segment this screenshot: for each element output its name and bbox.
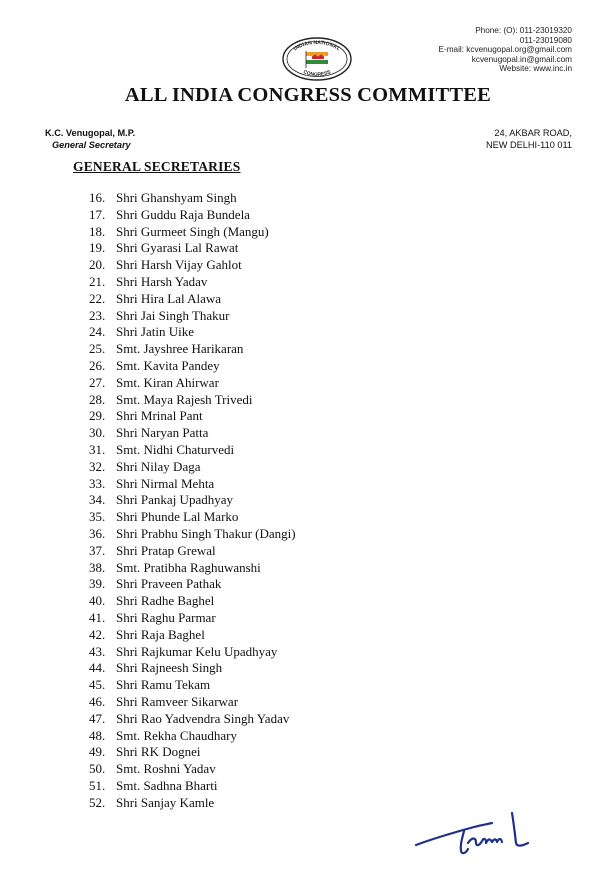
handwritten-signature [412,805,550,857]
list-item-name: Shri Harsh Yadav [116,273,208,289]
email-line[interactable]: E-mail: kcvenugopal.org@gmail.com [438,45,572,54]
list-item-name: Shri Jatin Uike [116,324,194,340]
list-item-number: 32. [89,458,106,474]
list-item-name: Shri Pankaj Upadhyay [116,492,233,508]
list-item-name: Shri Ramveer Sikarwar [116,693,239,709]
list-item-number: 16. [89,190,106,205]
svg-text:CONGRESS: CONGRESS [302,69,332,79]
list-item-name: Shri Ghanshyam Singh [116,190,237,205]
list-item-name: Smt. Maya Rajesh Trivedi [116,391,253,407]
list-item [89,341,296,358]
list-item-number: 20. [89,257,106,273]
list-item-name: Smt. Sadhna Bharti [116,777,218,793]
list-item [89,375,296,392]
list-item [89,324,296,341]
list-item-name: Shri Jai Singh Thakur [116,307,230,323]
list-item-name: Smt. Roshni Yadav [116,761,216,777]
list-item [89,358,296,375]
list-item-number: 23. [89,307,106,323]
list-item-number: 50. [89,761,106,777]
list-item [89,610,296,627]
list-item-name: Shri Sanjay Kamle [116,794,215,810]
list-item [89,593,296,610]
list-item-name: Shri Gurmeet Singh (Mangu) [116,223,269,239]
list-item-number: 19. [89,240,106,256]
list-item-name: Shri Nirmal Mehta [116,475,215,491]
list-item-name: Shri Phunde Lal Marko [116,509,239,525]
email-line-2[interactable]: kcvenugopal.in@gmail.com [471,54,572,64]
list-item-name: Smt. Kavita Pandey [116,357,220,373]
list-item-number: 36. [89,525,106,541]
list-item [89,257,296,274]
list-item-name: Smt. Pratibha Raghuwanshi [116,559,261,575]
list-item-number: 22. [89,290,106,306]
list-item-name: Smt. Nidhi Chaturvedi [116,441,235,457]
list-item-name: Shri Rajkumar Kelu Upadhyay [116,643,278,659]
list-item [89,711,296,728]
list-item [89,526,296,543]
list-item [89,728,296,745]
list-item [89,459,296,476]
list-item-number: 42. [89,626,106,642]
list-item-name: Shri Praveen Pathak [116,576,222,592]
list-item-number: 48. [89,727,106,743]
list-item [89,492,296,509]
signatory-name: K.C. Venugopal, M.P. [45,128,136,138]
list-item [89,694,296,711]
signatory-block [45,127,135,151]
list-item [89,392,296,409]
list-item-number: 26. [89,357,106,373]
phone-line: Phone: (O): 011-23019320 [475,26,572,35]
members-list [89,190,296,811]
signatory-role: General Secretary [52,140,131,150]
phone-line-2: 011-23019080 [519,35,572,45]
list-item-number: 52. [89,794,106,810]
list-item-number: 44. [89,660,106,676]
list-item-name: Shri RK Dognei [116,744,201,760]
list-item-name: Shri Raghu Parmar [116,609,216,625]
list-item [89,677,296,694]
section-title: GENERAL SECRETARIES [73,159,241,174]
contact-block [439,26,572,74]
list-item-number: 21. [89,273,106,289]
list-item-name: Smt. Kiran Ahirwar [116,374,219,390]
list-item [89,560,296,577]
list-item-name: Shri Rajneesh Singh [116,660,223,676]
list-item [89,442,296,459]
list-item-name: Smt. Rekha Chaudhary [116,727,237,743]
list-item [89,576,296,593]
list-item-number: 27. [89,374,106,390]
list-item-number: 30. [89,425,106,441]
list-item [89,408,296,425]
list-item-name: Shri Hira Lal Alawa [116,290,222,306]
list-item [89,627,296,644]
list-item-number: 35. [89,509,106,525]
address-line-1: 24, AKBAR ROAD, [494,128,572,138]
list-item [89,509,296,526]
list-item-number: 51. [89,777,106,793]
list-item-number: 37. [89,542,106,558]
list-item [89,795,296,812]
list-item [89,744,296,761]
address-line-2: NEW DELHI-110 011 [486,140,572,150]
list-item [89,644,296,661]
list-item-number: 28. [89,391,106,407]
list-item-name: Shri Naryan Patta [116,425,209,441]
list-item-name: Shri Rao Yadvendra Singh Yadav [116,710,290,726]
list-item-name: Shri Pratap Grewal [116,542,216,558]
list-item-name: Shri Harsh Vijay Gahlot [116,257,242,273]
list-item [89,543,296,560]
list-item-name: Shri Raja Baghel [116,626,205,642]
congress-emblem-icon [281,36,353,82]
list-item [89,761,296,778]
list-item-name: Shri Mrinal Pant [116,408,203,424]
list-item-number: 47. [89,710,106,726]
list-item-number: 46. [89,693,106,709]
list-item [89,425,296,442]
list-item [89,207,296,224]
list-item [89,308,296,325]
list-item-number: 40. [89,593,106,609]
list-item-number: 49. [89,744,106,760]
list-item-name: Shri Nilay Daga [116,458,201,474]
list-item-number: 33. [89,475,106,491]
list-item-number: 43. [89,643,106,659]
list-item-number: 17. [89,206,106,222]
list-item-number: 18. [89,223,106,239]
list-item-name: Smt. Jayshree Harikaran [116,341,244,357]
list-item-number: 29. [89,408,106,424]
list-item-name: Shri Gyarasi Lal Rawat [116,240,239,256]
list-item-name: Shri Prabhu Singh Thakur (Dangi) [116,525,296,541]
list-item [89,476,296,493]
list-item [89,274,296,291]
list-item-number: 31. [89,441,106,457]
list-item-number: 25. [89,341,106,357]
list-item-number: 41. [89,609,106,625]
list-item [89,190,296,207]
list-item [89,660,296,677]
list-item-name: Shri Radhe Baghel [116,593,215,609]
list-item [89,291,296,308]
list-item-number: 34. [89,492,106,508]
address-block [486,127,572,151]
list-item-number: 45. [89,677,106,693]
list-item-name: Shri Ramu Tekam [116,677,211,693]
organization-title: ALL INDIA CONGRESS COMMITTEE [124,84,492,106]
list-item [89,778,296,795]
website-line[interactable]: Website: www.inc.in [499,64,572,73]
list-item-number: 39. [89,576,106,592]
svg-text:INDIAN NATIONAL: INDIAN NATIONAL [292,39,342,53]
list-item-name: Shri Guddu Raja Bundela [116,206,250,222]
list-item-number: 24. [89,324,106,340]
list-item [89,224,296,241]
list-item-number: 38. [89,559,106,575]
list-item [89,240,296,257]
